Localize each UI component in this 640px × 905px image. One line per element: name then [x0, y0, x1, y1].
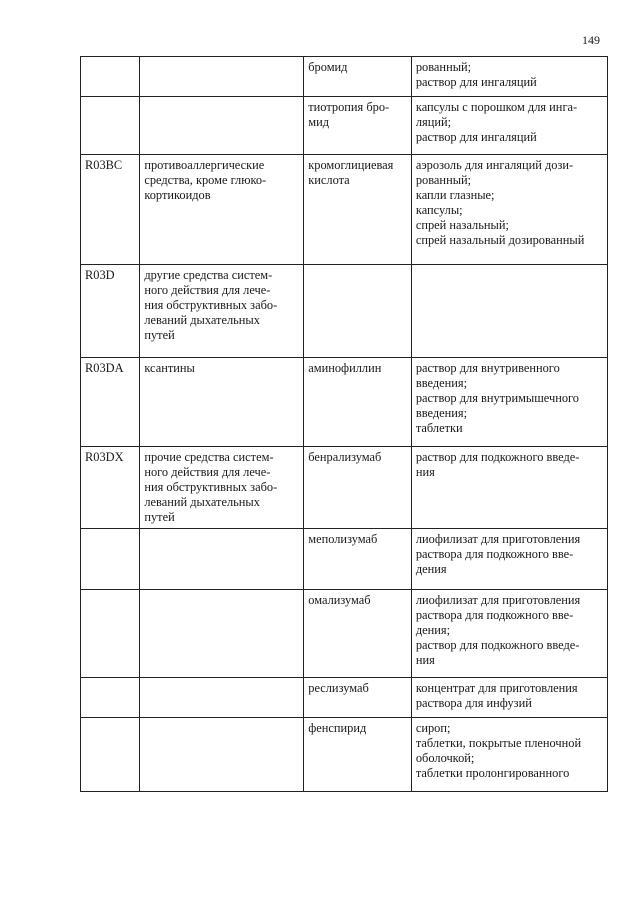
- dosage-form-line: введения;: [415, 406, 468, 420]
- dosage-form-line: ния: [415, 653, 435, 667]
- dosage-form-line: раствора для подкожного вве-: [415, 547, 574, 561]
- group-line: путей: [144, 510, 175, 524]
- group-name-cell: [140, 155, 304, 265]
- group-line: ного действия для лече-: [144, 283, 271, 297]
- drug-table: [80, 56, 608, 792]
- dosage-form-line: спрей назальный дозированный: [415, 233, 585, 247]
- dosage-form-line: рованный;: [415, 173, 472, 187]
- inn-cell: [304, 529, 412, 590]
- dosage-form-line: рованный;: [415, 60, 472, 74]
- inn-line: тиотропия бро-: [308, 100, 390, 114]
- inn-cell: [304, 678, 412, 718]
- dosage-form-cell: [411, 57, 607, 97]
- dosage-form-line: раствор для подкожного введе-: [415, 638, 580, 652]
- table-row: [81, 155, 608, 265]
- atc-code-cell: R03BC: [81, 155, 140, 265]
- dosage-form-line: капли глазные;: [415, 188, 495, 202]
- dosage-form-cell: [411, 529, 607, 590]
- dosage-form-line: сироп;: [415, 721, 451, 735]
- atc-code-cell: [81, 57, 140, 97]
- dosage-form-line: раствор для ингаляций: [415, 130, 537, 144]
- dosage-form-line: введения;: [415, 376, 468, 390]
- table-row: [81, 265, 608, 358]
- atc-code-cell: R03DA: [81, 358, 140, 447]
- dosage-form-line: ния: [415, 465, 435, 479]
- group-line: ния обструктивных забо-: [144, 480, 278, 494]
- group-name-cell: [140, 265, 304, 358]
- dosage-form-cell: [411, 97, 607, 155]
- inn-cell: [304, 718, 412, 792]
- inn-cell: [304, 57, 412, 97]
- atc-code-cell: [81, 590, 140, 678]
- table-row: [81, 57, 608, 97]
- dosage-form-cell: [411, 155, 607, 265]
- inn-line: бенрализумаб: [308, 450, 382, 464]
- table-row: [81, 97, 608, 155]
- table-row: [81, 678, 608, 718]
- atc-code-cell: [81, 678, 140, 718]
- dosage-form-line: оболочкой;: [415, 751, 475, 765]
- table-row: [81, 590, 608, 678]
- dosage-form-cell: [411, 265, 607, 358]
- dosage-form-line: раствор для ингаляций: [415, 75, 537, 89]
- dosage-form-line: ляций;: [415, 115, 452, 129]
- dosage-form-line: раствор для внутримышечного: [415, 391, 580, 405]
- dosage-form-cell: [411, 447, 607, 529]
- dosage-form-line: раствор для внутривенного: [415, 361, 560, 375]
- group-line: путей: [144, 328, 175, 342]
- dosage-form-line: аэрозоль для ингаляций дози-: [415, 158, 574, 172]
- group-name-cell: [140, 718, 304, 792]
- inn-cell: [304, 265, 412, 358]
- inn-line: кромоглициевая: [308, 158, 394, 172]
- dosage-form-line: дения;: [415, 623, 451, 637]
- dosage-form-line: лиофилизат для приготовления: [415, 532, 581, 546]
- inn-cell: [304, 358, 412, 447]
- group-line: прочие средства систем-: [144, 450, 274, 464]
- group-line: леваний дыхательных: [144, 495, 260, 509]
- atc-code-cell: [81, 718, 140, 792]
- table-row: [81, 718, 608, 792]
- inn-line: меполизумаб: [308, 532, 378, 546]
- inn-cell: [304, 155, 412, 265]
- group-line: ксантины: [144, 361, 195, 375]
- inn-line: фенспирид: [308, 721, 367, 735]
- group-name-cell: [140, 529, 304, 590]
- table-row: [81, 447, 608, 529]
- group-name-cell: [140, 447, 304, 529]
- dosage-form-line: раствор для подкожного введе-: [415, 450, 580, 464]
- inn-line: аминофиллин: [308, 361, 382, 375]
- group-line: противоаллергические: [144, 158, 265, 172]
- dosage-form-line: раствора для инфузий: [415, 696, 532, 710]
- dosage-form-line: спрей назальный;: [415, 218, 509, 232]
- inn-cell: [304, 447, 412, 529]
- group-name-cell: [140, 678, 304, 718]
- group-name-cell: [140, 590, 304, 678]
- inn-line: бромид: [308, 60, 348, 74]
- dosage-form-line: таблетки пролонгированного: [415, 766, 570, 780]
- dosage-form-line: лиофилизат для приготовления: [415, 593, 581, 607]
- atc-code-cell: [81, 97, 140, 155]
- table-body: [81, 57, 608, 792]
- dosage-form-line: дения: [415, 562, 447, 576]
- atc-code-cell: [81, 529, 140, 590]
- dosage-form-cell: [411, 678, 607, 718]
- dosage-form-cell: [411, 718, 607, 792]
- group-line: другие средства систем-: [144, 268, 273, 282]
- dosage-form-line: капсулы;: [415, 203, 463, 217]
- inn-cell: [304, 590, 412, 678]
- atc-code-cell: R03D: [81, 265, 140, 358]
- group-line: ния обструктивных забо-: [144, 298, 278, 312]
- table-row: [81, 358, 608, 447]
- dosage-form-line: капсулы с порошком для инга-: [415, 100, 578, 114]
- dosage-form-cell: [411, 590, 607, 678]
- inn-line: мид: [308, 115, 330, 129]
- dosage-form-line: таблетки: [415, 421, 463, 435]
- inn-line: омализумаб: [308, 593, 371, 607]
- dosage-form-line: раствора для подкожного вве-: [415, 608, 574, 622]
- group-line: ного действия для лече-: [144, 465, 271, 479]
- atc-code-cell: R03DX: [81, 447, 140, 529]
- group-name-cell: [140, 57, 304, 97]
- inn-line: кислота: [308, 173, 350, 187]
- group-name-cell: [140, 97, 304, 155]
- dosage-form-cell: [411, 358, 607, 447]
- group-line: средства, кроме глюко-: [144, 173, 267, 187]
- inn-cell: [304, 97, 412, 155]
- table-row: [81, 529, 608, 590]
- dosage-form-line: таблетки, покрытые пленочной: [415, 736, 582, 750]
- group-line: кортикоидов: [144, 188, 211, 202]
- page-number: 149: [582, 33, 600, 47]
- dosage-form-line: концентрат для приготовления: [415, 681, 578, 695]
- group-name-cell: [140, 358, 304, 447]
- inn-line: реслизумаб: [308, 681, 369, 695]
- group-line: леваний дыхательных: [144, 313, 260, 327]
